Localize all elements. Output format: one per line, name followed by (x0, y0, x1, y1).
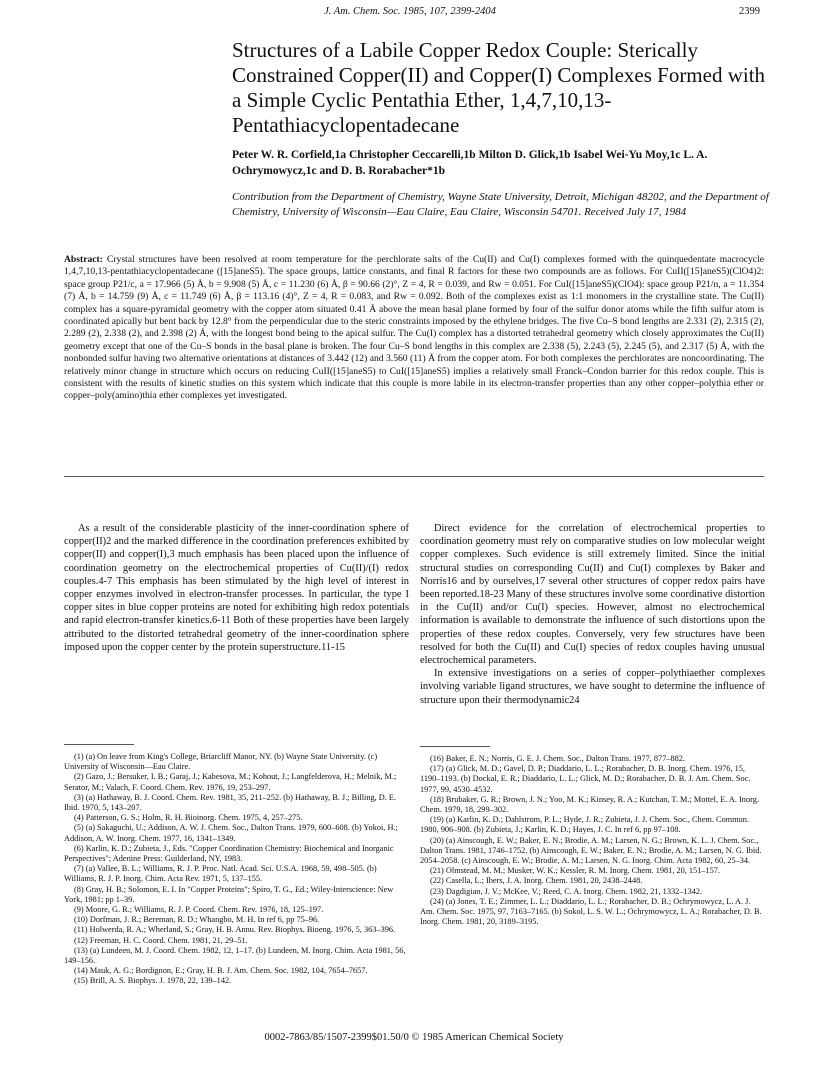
body-paragraph: Direct evidence for the correlation of electrochemical properties to coordination geometry must rely on comparative studies on low molecular weight copper complexes. Such evidence is still extremely limited. Since the initial structural studies on corresponding Cu(II) and Cu(I) complexes by Baker and Norris16 and by ourselves,17 several other structures of copper redox pairs have been reported.18-23 Many of these structures involve some coordinative distortion in the Cu(II) and/or Cu(I) species. However, almost no electrochemical information is available to demonstrate the influence of such distortions upon the properties of these redox couples. Conversely, very few structures have been resolved for both the Cu(II) and Cu(I) species of redox couples having unusual electrochemical parameters. (420, 523, 765, 667)
footnote-divider-left (64, 744, 134, 745)
footnote: (7) (a) Vallee, B. L.; Williams, R. J. P. Proc. Natl. Acad. Sci. U.S.A. 1968, 59, 498–505. (b) Williams, R. J. P. Inorg. Chim. Acta Rev. 1971, 5, 137–155. (64, 864, 377, 884)
copyright-footer: 0002-7863/85/1507-2399$01.50/0 © 1985 American Chemical Society (264, 1032, 564, 1043)
author-list: Peter W. R. Corfield,1a Christopher Ceccarelli,1b Milton D. Glick,1b Isabel Wei-Yu Moy,1c L. A. Ochrymowycz,1c and D. B. Rorabacher*1b (232, 149, 708, 177)
footnote: (12) Freeman, H. C. Coord. Chem. 1981, 21, 29–51. (74, 935, 248, 945)
footnote: (22) Casella, L.; Ibers, J. A. Inorg. Chem. 1981, 20, 2438–2448. (430, 876, 643, 886)
footnote: (11) Holwerda, R. A.; Wherland, S.; Gray, H. B. Annu. Rev. Biophys. Bioeng. 1976, 5, 363–396. (74, 925, 396, 935)
footnote: (24) (a) Jones, T. E.; Zimmer, L. L.; Diaddario, L. L.; Rorabacher, D. B.; Ochrymowycz, L. A. J. Am. Chem. Soc. 1975, 97, 7163–7165. (b) Sokol, L. S. W. L.; Ochrymowycz, L. A.; Rorabacher, D. B. Inorg. Chem. 1981, 20, 3189–3195. (420, 896, 762, 927)
footnote-divider-right (420, 746, 490, 747)
abstract-text: Crystal structures have been resolved at room temperature for the perchlorate salts of the Cu(II) and Cu(I) complexes formed with the quinquedentate macrocycle 1,4,7,10,13-pentathiacyclopentadecane ([15]aneS5). The space groups, lattice constants, and final R factors for these two compounds are as follows. For CuII([15]aneS5)(ClO4)2: space group P21/c, a = 17.966 (5) Å, b = 9.908 (5) Å, c = 11.230 (6) Å, β = 90.66 (2)°, Z = 4, R = 0.039, and Rw = 0.051. For CuI([15]aneS5)(ClO4): space group P21/n, a = 11.354 (7) Å, b = 14.759 (9) Å, c = 11.749 (6) Å, β = 113.16 (4)°, Z = 4, R = 0.083, and Rw = 0.092. Both of the complexes exist as 1:1 monomers in the crystalline state. The Cu(II) complex has a square-pyramidal geometry with the copper atom situated 0.41 Å above the mean basal plane formed by four of the sulfur donor atoms while the fifth sulfur atom is coordinated apically but bent back by 12.8° from the perpendicular due to the steric constraints imposed by the ethylene bridges. The five Cu–S bond lengths are 2.331 (2), 2.315 (2), 2.289 (2), 2.338 (2), and 2.398 (2) Å, with the longest bond being to the apical sulfur. The Cu(I) complex has a distorted tetrahedral geometry which closely approximates the Cu(II) geometry except that one of the Cu–S bonds in the basal plane is broken. The four Cu–S bond lengths in this complex are 2.338 (5), 2.243 (5), 2.245 (5), and 2.317 (5) Å, with the nonbonded sulfur having two alternative orientations at distances of 3.442 (12) and 3.560 (11) Å from the copper atom. For both complexes the perchlorates are noncoordinating. The relatively minor change in structure which occurs on reducing CuII([15]aneS5) to CuI([15]aneS5) implies a relatively small Franck–Condon barrier for this redox couple. This is consistent with the results of kinetic studies on this system which indicate that this couple is more labile in its electron-transfer properties than any other copper–polythia ether or copper–poly(amino)thia ether complexes yet investigated. (64, 254, 764, 402)
footnote: (15) Brill, A. S. Biophys. J. 1978, 22, 139–142. (74, 976, 232, 986)
running-head: J. Am. Chem. Soc. 1985, 107, 2399-2404 (324, 6, 496, 17)
footnote: (18) Brubaker, G. R.; Brown, J. N.; Yoo, M. K.; Kinsey, R. A.; Kutchan, T. M.; Mottel, E. A. Inorg. Chem. 1979, 18, 299–302. (420, 794, 759, 815)
abstract-divider (64, 476, 764, 477)
footnote: (19) (a) Karlin, K. D.; Dahlstrom, P. L.; Hyde, J. R.; Zubieta, J. J. Chem. Soc., Chem. Commun. 1980, 906–908. (b) Zubieta, J.; Karlin, K. D.; Hayes, J. C. In ref 6, pp 97–108. (420, 815, 749, 835)
footnote: (10) Dorfman, J. R.; Bereman, R. D.; Whangbo, M. H. In ref 6, pp 75–96. (74, 915, 320, 925)
footnotes-right (420, 754, 765, 927)
footnote: (14) Mauk, A. G.; Bordignon, E.; Gray, H. B. J. Am. Chem. Soc. 1982, 104, 7654–7657. (74, 966, 368, 976)
page-number: 2399 (739, 6, 760, 17)
footnote: (16) Baker, E. N.; Norris, G. E. J. Chem. Soc., Dalton Trans. 1977, 877–882. (430, 754, 686, 763)
footnote: (1) (a) On leave from King's College, Briarcliff Manor, NY. (b) Wayne State University. (c) University of Wisconsin—Eau Claire. (64, 752, 378, 772)
footnote: (8) Gray, H. B.; Solomon, E. I. In "Copper Proteins"; Spiro, T. G., Ed.; Wiley-Interscience: New York, 1981; pp 1–39. (64, 884, 394, 904)
body-paragraph: In extensive investigations on a series of copper–polythiaether complexes involving variable ligand structures, we have sought to determine the influence of structure upon their thermodynamic24 (420, 668, 765, 706)
affiliation: Contribution from the Department of Chemistry, Wayne State University, Detroit, Michigan 48202, and the Department of Chemistry, University of Wisconsin—Eau Claire, Eau Claire, Wisconsin 54701. Received July 17, 1984 (232, 191, 769, 218)
footnote: (6) Karlin, K. D.; Zubieta, J., Eds. "Copper Coordination Chemistry: Biochemical and Inorganic Perspectives"; Adenine Press: Guilderland, NY, 1983. (64, 843, 394, 864)
body-left-column (64, 522, 409, 654)
abstract-label: Abstract: (64, 254, 103, 265)
footnotes-left (64, 752, 409, 987)
body-right-column (420, 522, 765, 707)
footnote: (9) Moore, G. R.; Williams, R. J. P. Coord. Chem. Rev. 1976, 18, 125–197. (74, 905, 324, 915)
footnote: (20) (a) Ainscough, E. W.; Baker, E. N.; Brodie, A. M.; Larsen, N. G.; Brown, K. L. J. Chem. Soc., Dalton Trans. 1981, 1746–1752. (b) Ainscough, E. W.; Baker, E. N.; Brodie, A. M.; Larsen, N. G. Ibid. 2054–2058. (c) Ainscough, E. W.; Brodie, A. M.; Larsen, N. G. Inorg. Chim. Acta 1982, 60, 25–34. (420, 835, 762, 866)
abstract (64, 254, 764, 403)
footnote: (5) (a) Sakaguchi, U.; Addison, A. W. J. Chem. Soc., Dalton Trans. 1979, 600–608. (b) Yokoi, H.; Addison, A. W. Inorg. Chem. 1977, 16, 1341–1349. (64, 823, 398, 843)
footnote: (2) Gazo, J.; Bersuker, I. B.; Garaj, J.; Kabesova, M.; Kohout, J.; Langfelderova, H.; Melnik, M.; Serator, M.; Valach, F. Coord. Chem. Rev. 1976, 19, 253–297. (64, 772, 397, 792)
footnote: (23) Dagdigian, J. V.; McKee, V.; Reed, C. A. Inorg. Chem. 1982, 21, 1332–1342. (430, 886, 703, 896)
footnote: (21) Olmstead, M. M.; Musker, W. K.; Kessler, R. M. Inorg. Chem. 1981, 20, 151–157. (430, 866, 721, 876)
article-title: Structures of a Labile Copper Redox Couple: Sterically Constrained Copper(II) and Copper(I) Complexes Formed with a Simple Cyclic Pentathia Ether, 1,4,7,10,13-Pentathiacyclopentadecane (232, 38, 766, 137)
footnote: (13) (a) Lundeen, M. J. Coord. Chem. 1982, 12, 1–17. (b) Lundeen, M. Inorg. Chim. Acta 1981, 56, 149–156. (64, 945, 406, 966)
body-paragraph: As a result of the considerable plasticity of the inner-coordination sphere of copper(II)2 and the marked difference in the coordination preferences exhibited by copper(II) and copper(I),3 much emphasis has been placed upon the influence of coordination geometry on the electrochemical properties of Cu(II)/(I) redox couples.4-7 This emphasis has been stimulated by the high level of interest in copper enzymes involved in electron-transfer processes. In particular, the type I copper sites in blue copper proteins are noted for exhibiting high redox potentials and rapid electron-transfer kinetics.6-11 Both of these properties have been largely attributed to the distorted tetrahedral geometry of the inner-coordination sphere imposed upon the copper center by the protein superstructure.11-15 (64, 523, 409, 653)
footnote: (17) (a) Glick, M. D.; Gavel, D. P.; Diaddario, L. L.; Rorabacher, D. B. Inorg. Chem. 1976, 15, 1190–1193. (b) Dockal, E. R.; Diaddario, L. L.; Glick, M. D.; Rorabacher, D. B. J. Am. Chem. Soc. 1977, 99, 4530–4532. (420, 764, 751, 794)
footnote: (3) (a) Hathaway, B. J. Coord. Chem. Rev. 1981, 35, 211–252. (b) Hathaway, B. J.; Billing, D. E. Ibid. 1970, 5, 143–207. (64, 792, 397, 813)
footnote: (4) Patterson, G. S.; Holm, R. H. Bioinorg. Chem. 1975, 4, 257–275. (74, 813, 303, 823)
